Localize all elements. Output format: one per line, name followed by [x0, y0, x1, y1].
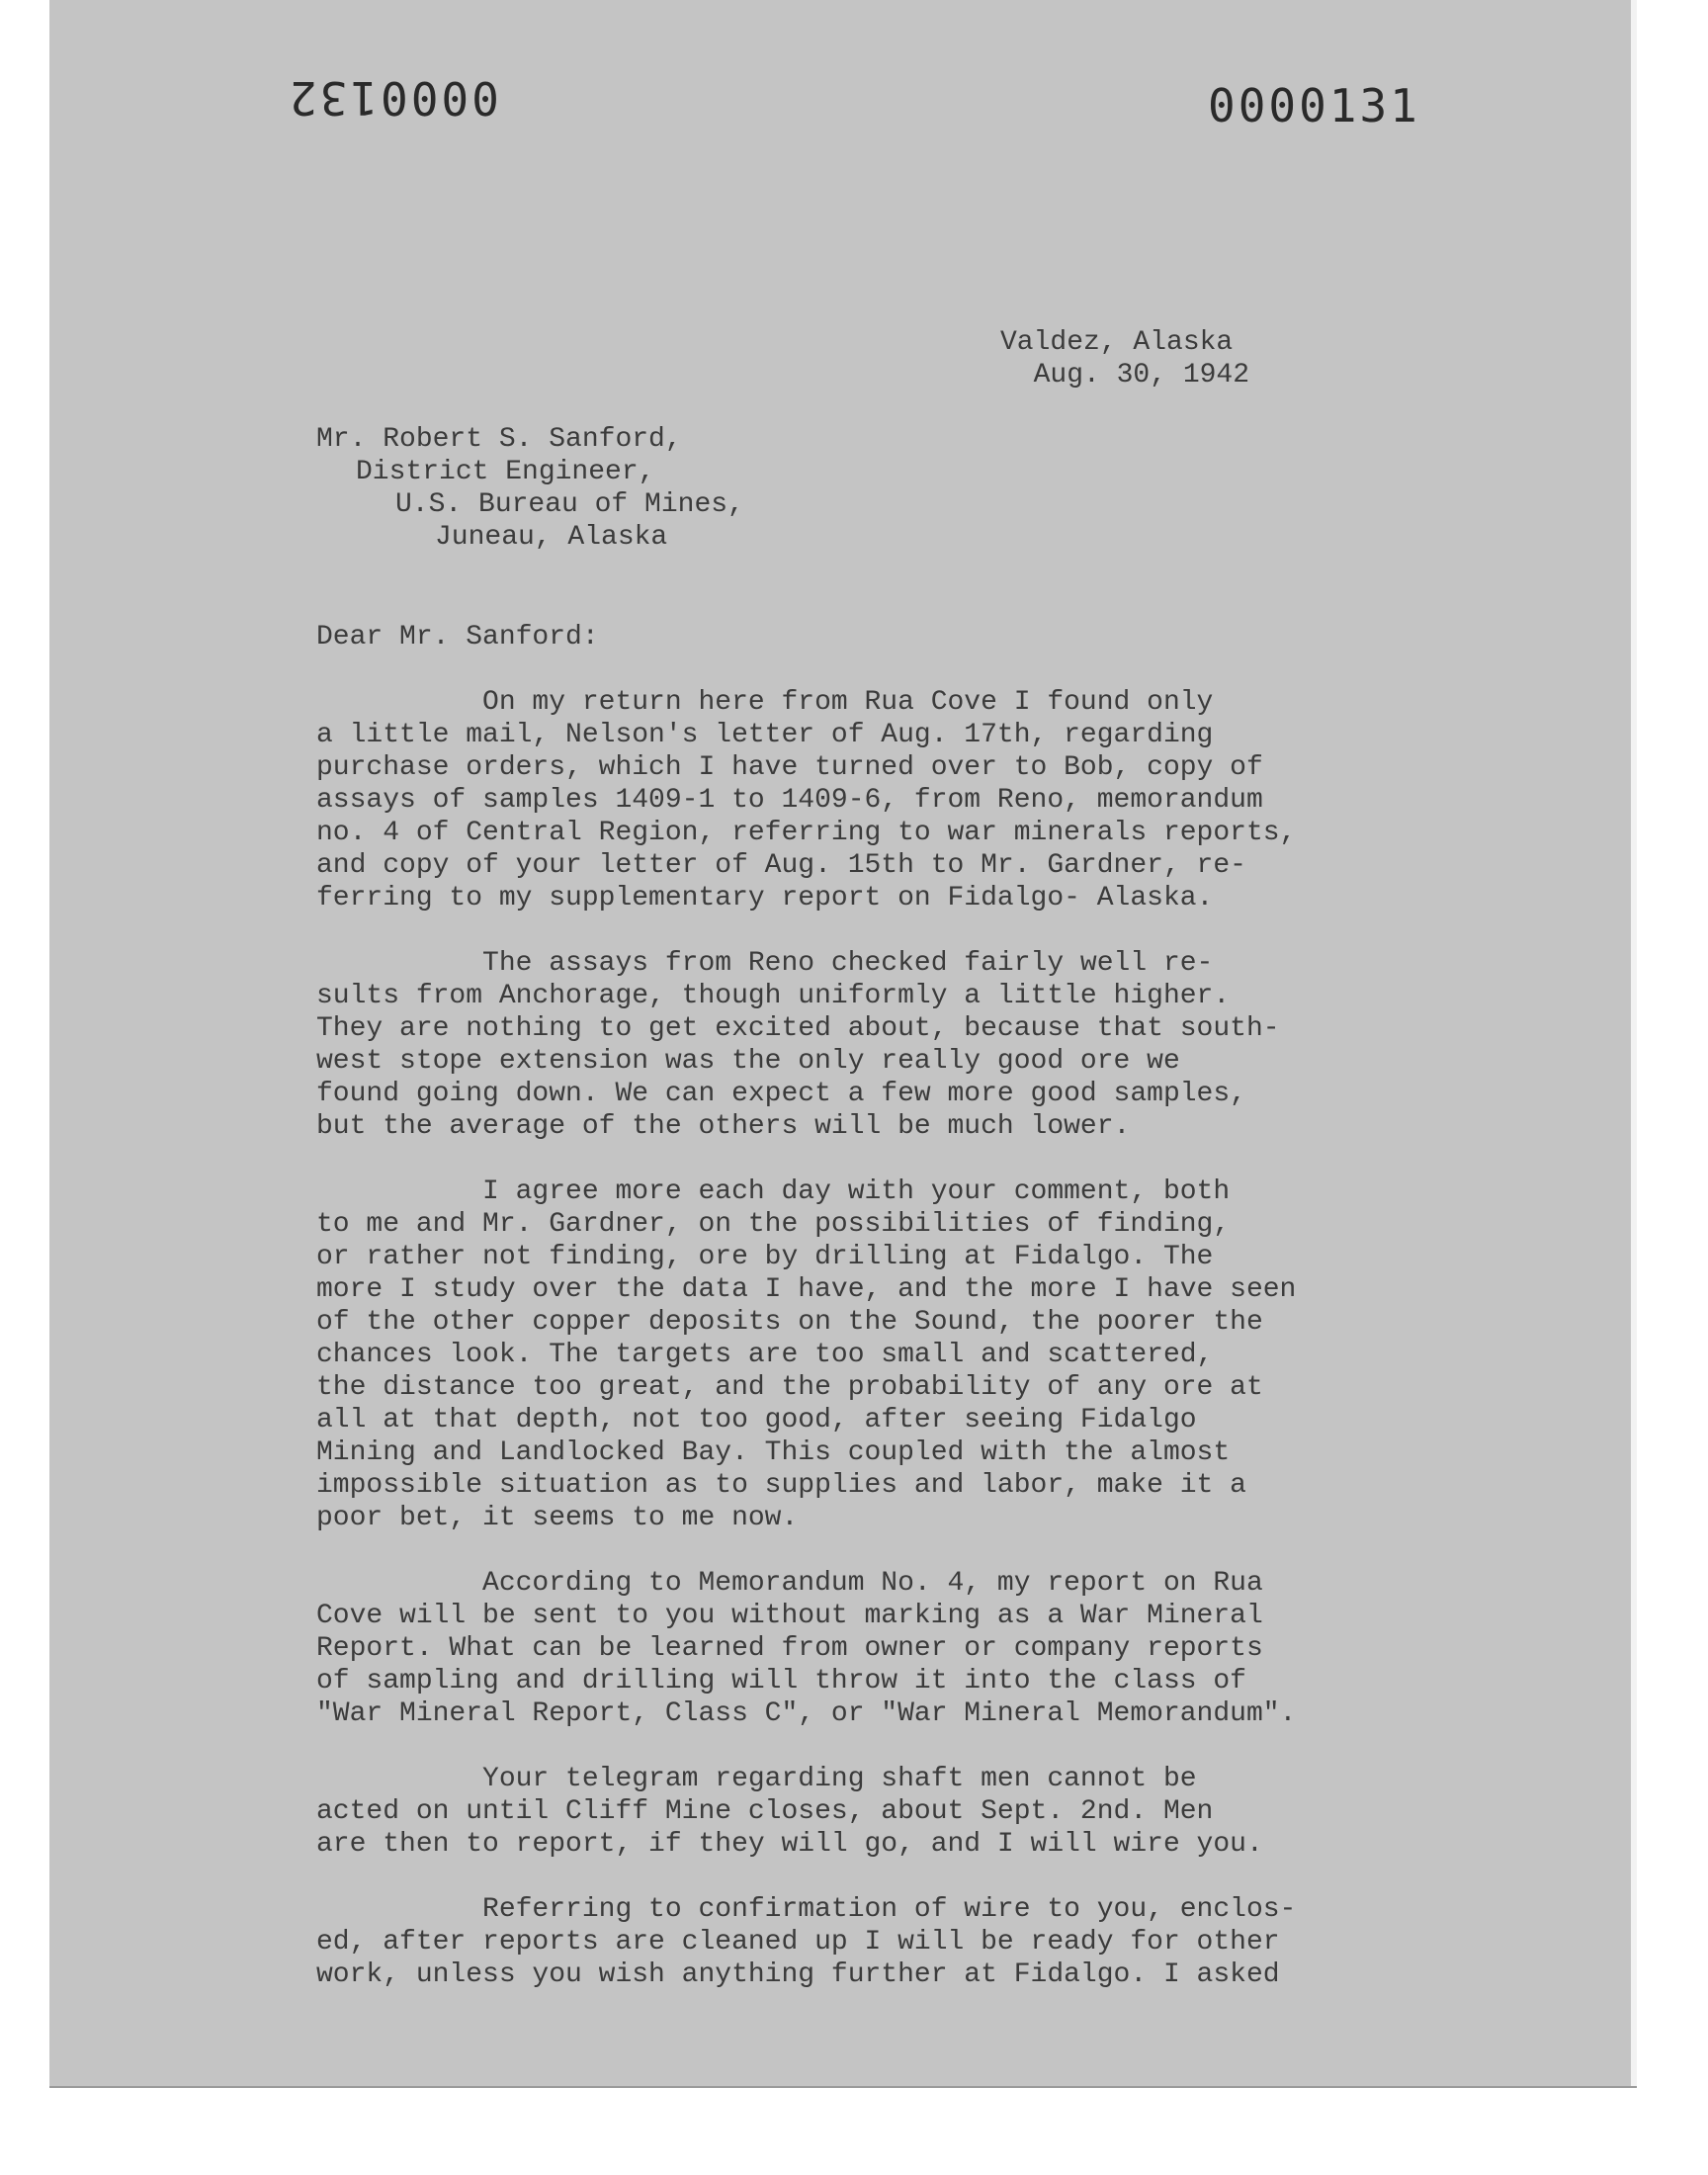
recipient-title: District Engineer, [356, 457, 655, 487]
document-number-upside-down: 0000132 [287, 71, 499, 125]
salutation: Dear Mr. Sanford: [316, 622, 599, 652]
document-number: 0000131 [1208, 79, 1420, 132]
place-and-date: Valdez, Alaska Aug. 30, 1942 [1000, 327, 1250, 391]
recipient-name: Mr. Robert S. Sanford, [316, 424, 682, 455]
recipient-city: Juneau, Alaska [435, 522, 668, 553]
body-paragraph: On my return here from Rua Cove I found only a little mail, Nelson's letter of Aug. 17th, regarding purchase orders, which I have turned over to Bob, copy of assays of samples 1409-1 to 1409-6, from Reno, memorandum no. 4 of Central Region, referring to war minerals reports, and copy of your letter of Aug. 15th to Mr. Gardner, re- ferring to my supplementary report on Fidalgo- Alaska. [316, 687, 1297, 914]
sheet-edge-right [1631, 0, 1637, 2086]
body-paragraph: Your telegram regarding shaft men cannot be acted on until Cliff Mine closes, about Sept. 2nd. Men are then to report, if they will go, and I will wire you. [316, 1764, 1263, 1860]
body-paragraph: Referring to confirmation of wire to you, enclos- ed, after reports are cleaned up I will be ready for other work, unless you wish anything further at Fidalgo. I asked [316, 1894, 1297, 1990]
body-paragraph: The assays from Reno checked fairly well re- sults from Anchorage, though uniformly a little higher. They are nothing to get excited about, because that south- west stope extension was the only really good ore we found going down. We can expect a few more good samples, but the average of the others will be much lower. [316, 948, 1280, 1142]
body-paragraph: According to Memorandum No. 4, my report on Rua Cove will be sent to you without marking as a War Mineral Report. What can be learned from owner or company reports of sampling and drilling will throw it into the class of "War Mineral Report, Class C", or "War Mineral Memorandum". [316, 1568, 1297, 1729]
sheet-edge-bottom [49, 2086, 1637, 2088]
recipient-organization: U.S. Bureau of Mines, [395, 489, 744, 520]
body-paragraph: I agree more each day with your comment, both to me and Mr. Gardner, on the possibilities of finding, or rather not finding, ore by drilling at Fidalgo. The more I study over the data I have, and the more I have seen of the other copper deposits on the Sound, the poorer the chances look. The targets are too small and scattered, the distance too great, and the probability of any ore at all at that depth, not too good, after seeing Fidalgo Mining and Landlocked Bay. This coupled with the almost impossible situation as to supplies and labor, make it a poor bet, it seems to me now. [316, 1176, 1297, 1533]
